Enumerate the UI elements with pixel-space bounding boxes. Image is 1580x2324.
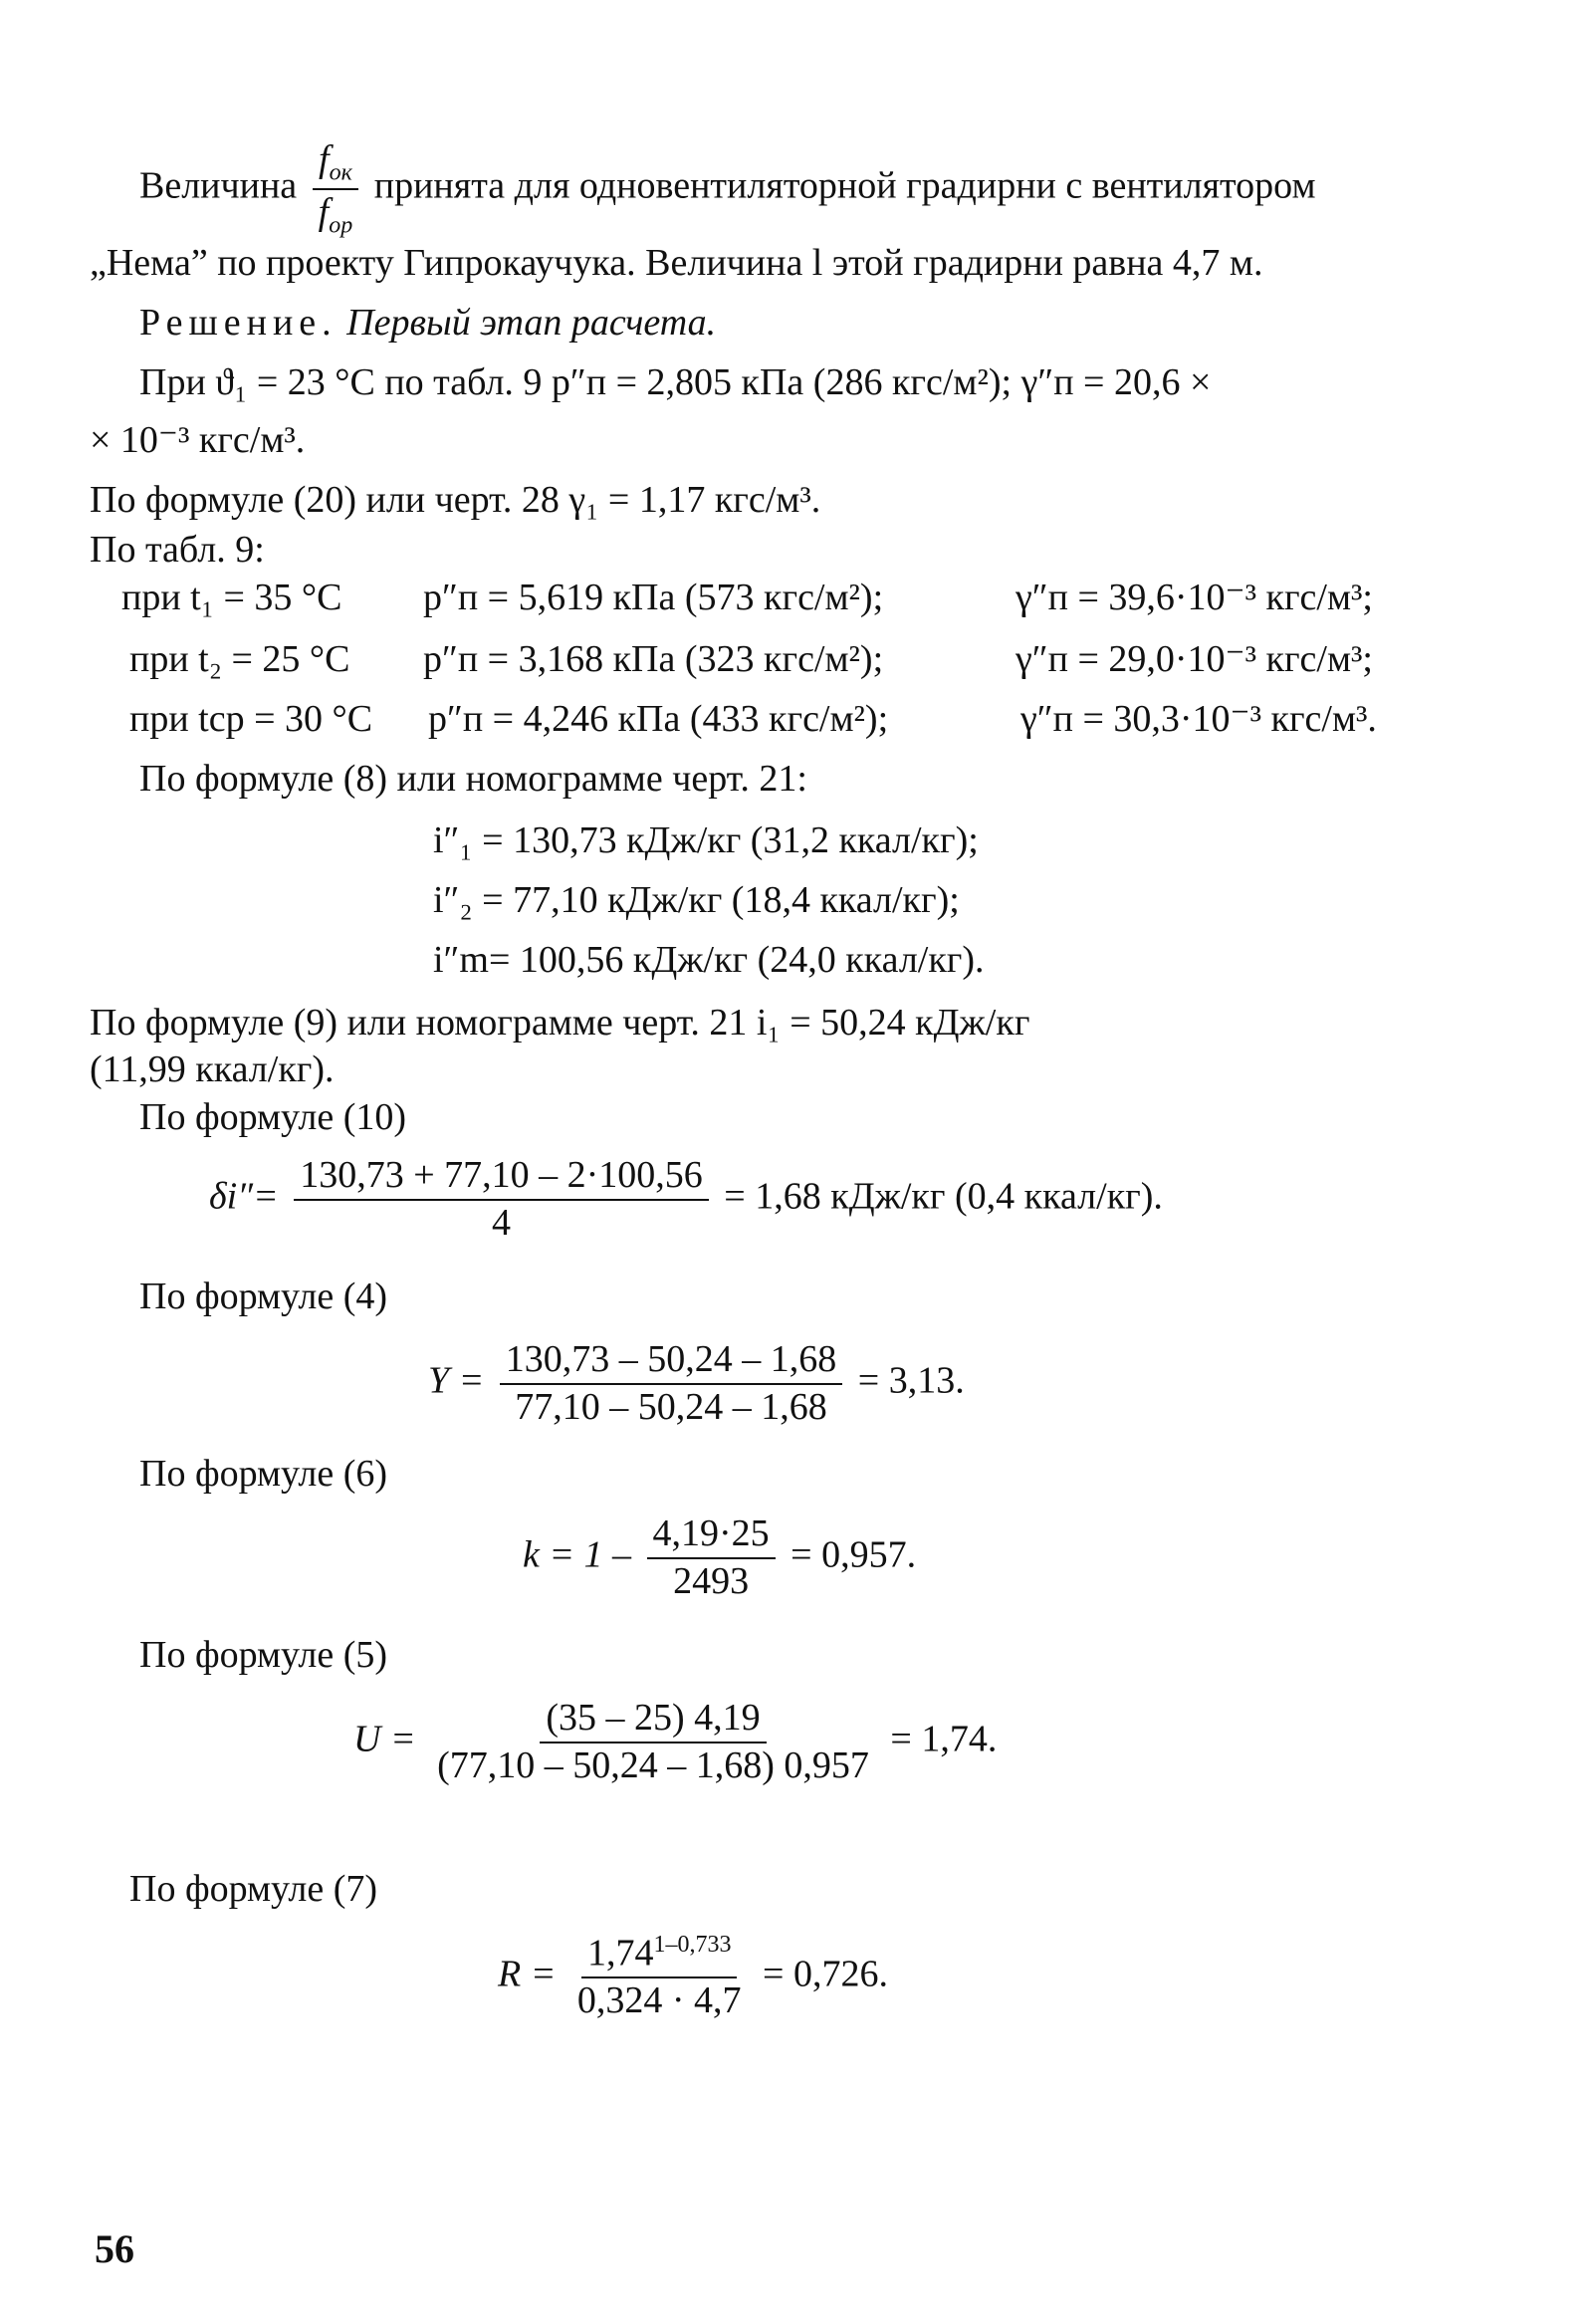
row2-temp: при t₂ = 25 °С [129, 638, 350, 680]
enthalpy-i1: i″₁ = 130,73 кДж/кг (31,2 ккал/кг); [433, 819, 979, 861]
text-line-t1b: × 10⁻³ кгс/м³. [90, 419, 306, 461]
solution-label: Решение. [139, 302, 338, 344]
text-line-f7: По формуле (7) [129, 1868, 378, 1910]
text-line-f4: По формуле (4) [139, 1276, 388, 1317]
eq-r-num-base: 1,74 [586, 1932, 654, 1975]
text-line-f6: По формуле (6) [139, 1453, 388, 1495]
ratio-denominator-sub: ор [329, 212, 353, 239]
row1-temp: при t₁ = 35 °С [121, 577, 342, 618]
text-line-tab9: По табл. 9: [90, 529, 265, 571]
eq-k-num: 4,19·25 [647, 1513, 776, 1559]
eq-di-num: 130,73 + 77,10 – 2·100,56 [294, 1155, 709, 1201]
text-line-f5: По формуле (5) [139, 1634, 388, 1676]
eq-u-rhs: = 1,74. [890, 1718, 998, 1760]
page-number: 56 [95, 2226, 134, 2271]
eq-u-num: (35 – 25) 4,19 [540, 1698, 766, 1743]
intro-line-2: „Нема” по проекту Гипрокаучука. Величина l этой градирни равна 4,7 м. [90, 242, 1263, 284]
eq-k-rhs: = 0,957. [790, 1533, 917, 1576]
row3-density: γ″п = 30,3·10⁻³ кгс/м³. [1020, 698, 1377, 740]
eq-y-rhs: = 3,13. [857, 1359, 965, 1402]
eq-r-den: 0,324 · 4,7 [576, 1979, 742, 2022]
ratio-fraction [313, 139, 359, 239]
eq-di-fraction [294, 1155, 709, 1245]
ratio-numerator-sub: ок [329, 159, 352, 186]
text-line-f10: По формуле (10) [139, 1096, 407, 1138]
ratio-denominator: f [318, 190, 330, 233]
eq-y-fraction [500, 1339, 843, 1429]
eq-di-rhs: = 1,68 кДж/кг (0,4 ккал/кг). [724, 1175, 1163, 1218]
solution-heading [139, 301, 716, 347]
row1-pressure: p″п = 5,619 кПа (573 кгс/м²); [423, 577, 884, 618]
text-line-f20: По формуле (20) или черт. 28 γ₁ = 1,17 кгс/м³. [90, 479, 821, 521]
eq-k-den: 2493 [673, 1559, 750, 1602]
row3-temp: при tср = 30 °С [129, 698, 373, 740]
text-line-f9a: По формуле (9) или номограмме черт. 21 i₁ = 50,24 кДж/кг [90, 1002, 1030, 1044]
eq-y-lhs: Y = [428, 1359, 485, 1402]
equation-y [428, 1339, 965, 1429]
solution-stage: Первый этап расчета. [346, 302, 717, 344]
intro-rest: принята для одновентиляторной градирни с вентилятором [373, 164, 1316, 207]
intro-lead: Величина [139, 164, 298, 207]
eq-r-num-exp: 1–0,733 [653, 1932, 732, 1958]
eq-di-den: 4 [492, 1201, 511, 1244]
equation-r [498, 1932, 888, 2022]
text-line-t1a: При ϑ₁ = 23 °С по табл. 9 p″п = 2,805 кПа (286 кгс/м²); γ″п = 20,6 × [139, 361, 1212, 403]
row1-density: γ″п = 39,6·10⁻³ кгс/м³; [1016, 577, 1373, 618]
equation-delta-i [209, 1155, 1163, 1245]
intro-line-1 [139, 139, 1316, 239]
row2-pressure: p″п = 3,168 кПа (323 кгс/м²); [423, 638, 884, 680]
eq-r-lhs: R = [498, 1953, 557, 1995]
enthalpy-im: i″m= 100,56 кДж/кг (24,0 ккал/кг). [433, 939, 985, 981]
eq-u-lhs: U = [353, 1718, 416, 1760]
eq-di-lhs: δi″= [209, 1175, 279, 1218]
enthalpy-i2: i″₂ = 77,10 кДж/кг (18,4 ккал/кг); [433, 879, 960, 921]
eq-y-den: 77,10 – 50,24 – 1,68 [515, 1385, 827, 1428]
eq-k-fraction [647, 1513, 776, 1603]
equation-k [523, 1513, 916, 1603]
eq-r-fraction [571, 1932, 748, 2022]
eq-u-den: (77,10 – 50,24 – 1,68) 0,957 [437, 1743, 869, 1786]
eq-u-fraction [431, 1698, 875, 1787]
row3-pressure: p″п = 4,246 кПа (433 кгс/м²); [428, 698, 889, 740]
text-line-f9b: (11,99 ккал/кг). [90, 1048, 335, 1090]
eq-r-rhs: = 0,726. [763, 1953, 888, 1995]
row2-density: γ″п = 29,0·10⁻³ кгс/м³; [1016, 638, 1373, 680]
eq-y-num: 130,73 – 50,24 – 1,68 [500, 1339, 843, 1385]
eq-k-lhs: k = 1 – [523, 1533, 632, 1576]
eq-r-num [581, 1932, 738, 1978]
ratio-numerator: f [319, 138, 330, 180]
equation-u [353, 1698, 997, 1787]
text-line-f8: По формуле (8) или номограмме черт. 21: [139, 758, 807, 800]
